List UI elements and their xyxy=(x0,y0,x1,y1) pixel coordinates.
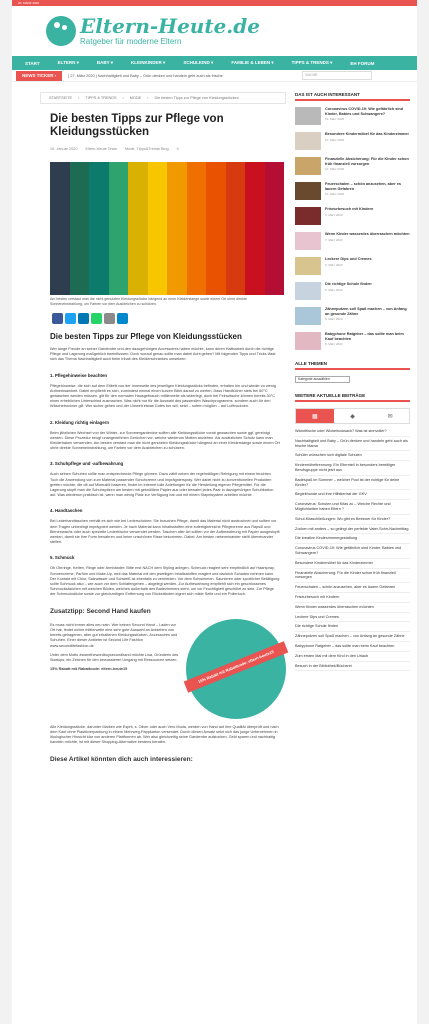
post-thumbnail[interactable] xyxy=(295,332,321,350)
recent-post-link[interactable]: Zähneputzen soll Spaß machen – von Anfang an gesunde Zähne xyxy=(295,632,410,642)
post-date: 10. März 2020 xyxy=(325,167,345,171)
post-thumbnail[interactable] xyxy=(295,232,321,250)
breadcrumb-item[interactable]: STARTSEITE xyxy=(49,96,73,100)
intro-text: Wer lange Freude an seiner Garderobe und den dazugehörigen Accessoires haben möchte, kann deren Haltbarkeit durch die richtige Pflege und Lagerung maßgeblich beeinflussen. Doch worauf genau sollte man dabei Acht geben? Mit folgenden Tipps und Tricks lässt sich das Thema Nachhaltigkeit auch beim Inhalt des Kleiderschrankes umsetzen: xyxy=(50,347,276,362)
share-icon[interactable] xyxy=(52,313,63,324)
breadcrumb-item: › xyxy=(78,96,80,100)
hero-image-clothes xyxy=(50,162,284,295)
logo-subtitle: Ratgeber für moderne Eltern xyxy=(80,37,182,46)
post-thumbnail[interactable] xyxy=(295,257,321,275)
hero-fabric-stripe xyxy=(70,162,90,295)
article-meta xyxy=(40,147,286,151)
post-title[interactable]: Zähneputzen soll Spaß machen – von Anfang an gesunde Zähne xyxy=(325,307,407,316)
post-title[interactable]: Die richtige Schule finden xyxy=(325,282,372,286)
breadcrumb-item[interactable]: TIPPS & TRENDS xyxy=(85,96,117,100)
sidebar xyxy=(295,92,410,671)
breadcrumb xyxy=(40,92,286,104)
section-text-5: Ob Ohrringe, Ketten, Ringe oder Armbänder: Bitte erst NACH dem Styling anlegen. Schmuck reagiert sehr empfindlich auf Haarspray, Sonnencreme, Parfüm und Make-Up, weil das Material mit den jeweiligen Inhaltsstoffen reagiert und dadurch Schaden nehmen kann. Der Kontakt mit Chlor, Salzwasser und Schweiß ist ebenfalls zu vermeiden. Vor dem Schwimmen, Saunieren oder sportlicher Betätigung sollte Schmuck also – wie auch vor dem Schlafengehen – abgelegt werden. Zur Aufbewahrung empfiehlt sich ein geschlossenes Schmuckkästchen mit weichen Böden, welches außerhalb des Badezimmers steht, um vor Feuchtigkeit geschützt zu sein. Zur Pflege der Schmuckstücke sowie zur gleichzeitigen Entfernung von Rückständen eignet sich milde Seife und ein Poliertuch. xyxy=(50,566,280,597)
main-content xyxy=(40,92,286,763)
recent-post-link[interactable]: Friseurbesuch mit Kindern xyxy=(295,593,410,603)
promo-text-1: Es muss nicht immer alles neu sein. Wer keinen Second Hand – Laden vor Ort hat, findet online mittlerweile eine sehr gute Auswahl an Anbietern von bereits getragenen, aber gut erhaltenen Kleidungsstücken, Accessoires und Schuhen. Einer dieser Anbieter ist Second Life Fashion www.secondlifefashion.de xyxy=(50,622,178,648)
nav-item[interactable]: KLEINKINDER ▾ xyxy=(131,60,166,65)
section-heading-1: 1. Pflegehinweise beachten xyxy=(50,372,108,378)
latest-title: DAS IST AUCH INTERESSANT xyxy=(295,92,410,101)
meta-comments[interactable]: 0 xyxy=(176,147,179,151)
hero-fabric-stripe xyxy=(187,162,207,295)
ticker-text[interactable]: [ 27. März 2020 ] Nachhaltigkeit und Baby – Grün denken und handeln geht auch als frische xyxy=(68,73,223,78)
search-input[interactable]: SUCHE xyxy=(302,71,372,80)
promo-text-2: Unter dem Motto #sweethewordbuysecondhand möchte Lisa, Gründerin des Startups, ein Zeichen für den bewussteren Umgang mit Ressourcen setzen. xyxy=(50,652,179,662)
post-date: 8. März 2020 xyxy=(325,342,343,346)
comment-icon[interactable]: ✉ xyxy=(387,413,393,420)
meta-author[interactable]: Eltern-Heute Team xyxy=(85,147,118,151)
breadcrumb-item: › xyxy=(122,96,124,100)
share-icon[interactable] xyxy=(117,313,128,324)
recent-post-link[interactable]: Die kreative Kinderzimmergestaltung xyxy=(295,534,410,544)
post-date: 5. März 2020 xyxy=(325,317,343,321)
post-thumbnail[interactable] xyxy=(295,282,321,300)
post-thumbnail[interactable] xyxy=(295,182,321,200)
recent-post-link[interactable]: Zocken mit anders – so gelingt der perfekte Vater-Sohn-Nachmittag xyxy=(295,525,410,535)
category-select[interactable]: Kategorie auswählen xyxy=(295,376,350,383)
section-heading-3: 3. Schuhpflege und -aufbewahrung xyxy=(50,461,124,467)
site-logo[interactable] xyxy=(46,16,260,46)
post-thumbnail[interactable] xyxy=(295,207,321,225)
hero-fabric-stripe xyxy=(265,162,285,295)
nav-item[interactable]: FAMILIE & LEBEN ▾ xyxy=(231,60,274,65)
share-buttons xyxy=(52,313,286,324)
section-heading-4: 4. Handtaschen xyxy=(50,508,83,514)
latest-post-item[interactable] xyxy=(295,307,410,326)
post-date: 5. März 2020 xyxy=(325,287,343,292)
share-icon[interactable] xyxy=(91,313,102,324)
logo-title: Eltern-Heute.de xyxy=(80,14,260,38)
article-title: Die besten Tipps zur Pflege von Kleidungsstücken xyxy=(50,113,224,138)
post-title[interactable]: Wenn Kinder wasserdes überraschen möchten xyxy=(325,232,410,236)
promo-block xyxy=(40,619,286,719)
section-text-1: Pflegehinweise, die sich auf dem Etikett von der Innenseite des jeweiligen Kleidungsstücks befinden, erhalten hin und wieder zu wenig Aufmerksamkeit. Dabei empfiehlt es sich, zumindest einmal einen kurzen Blick darauf zu werfen. Dass Handtücher stets bei 60°C gewaschen werden müssen, gilt für den normalen Hausgebrauch mittlerweile als widerlegt, doch bei Feinwäsche können bereits 30°C einen erheblichen Unterschied ausmachen. Was nicht nur für die Auswahl des passenden Waschprogramms, sondern auch für den Wäschetrockner gilt. Wer sicher gehen und der Umwelt etwas Gutes tun will, setzt – sofern möglich – auf Lufttrocknen. xyxy=(50,383,276,409)
more-title: WEITERE AKTUELLE BEITRÄGE xyxy=(295,393,410,402)
promo-code: 15% Rabatt mit Rabattcode: eltern-heute15 xyxy=(50,667,128,672)
post-title[interactable]: Coronavirus COVID-19: Wie gefährlich sind Kinder, Babies und Schwangere? xyxy=(325,107,404,116)
post-date: 10. März 2020 xyxy=(325,117,345,121)
recent-post-link[interactable]: Kindermöbeltrennung: Ein Elternteil in besonders bereitliger Berufsgruppe nicht jetzt aus xyxy=(295,461,410,476)
latest-post-item[interactable] xyxy=(295,107,410,126)
section-heading-2: 2. Kleidung richtig einlagern xyxy=(50,419,110,425)
page xyxy=(12,0,417,1024)
recent-post-link[interactable]: Besuch in der Bibliothek/Bücherei xyxy=(295,662,410,672)
post-thumbnail[interactable] xyxy=(295,132,321,150)
post-date: 7. März 2020 xyxy=(325,237,343,242)
related-heading: Diese Artikel könnten dich auch interessieren: xyxy=(50,755,193,763)
recent-post-link[interactable]: Zum ersten Mal mit dem Kind in den Urlaub xyxy=(295,652,410,662)
nav-item[interactable]: SCHULKIND ▾ xyxy=(183,60,214,65)
section-text-2: Beim jährlichen Wechsel von der Winter- zur Sommergarderobe sollten alle Kleidungsstücke vorab gewaschen sowie ggf. gereinigt werden. Diese Prozedur beugt unangenehmen Gerüchen vor, welche wiederum Motten anziehen. Als zusätzlichen Schutz kann man Kleiderhaken verwenden. Am besten verstaut man die nicht genutzten Kleidungsstücke hängend an einer Kleiderstange sowie einem Ort ohne direkte Sonneneinstrahlung, um Farben vor dem Ausbleichen zu schützen. xyxy=(50,430,280,451)
discount-badge[interactable] xyxy=(186,619,286,719)
hero-fabric-stripe xyxy=(50,162,70,295)
recent-post-link[interactable]: Babyphone Ratgeber – das sollte man beim Kauf beachten xyxy=(295,642,410,652)
hero-fabric-stripe xyxy=(148,162,168,295)
post-date: 6. März 2020 xyxy=(325,212,343,217)
post-thumbnail[interactable] xyxy=(295,307,321,325)
recent-post-link[interactable]: Feuerschalen – schön anzusehen, aber es lauern Gefahren xyxy=(295,583,410,593)
nav-item[interactable]: BABY ▾ xyxy=(96,60,114,65)
nav-item[interactable]: START xyxy=(25,60,40,66)
post-thumbnail[interactable] xyxy=(295,157,321,175)
recent-post-link[interactable]: Badespaß im Sommer – welcher Pool ist der richtige für deine Kinder? xyxy=(295,476,410,491)
post-date: 10. März 2020 xyxy=(325,137,345,142)
section-heading-5: 5. Schmuck xyxy=(50,555,75,561)
hero-fabric-stripe xyxy=(89,162,109,295)
hero-fabric-stripe xyxy=(245,162,265,295)
meta-date: 10. Januar 2020 xyxy=(50,147,78,151)
discount-band: 15% Rabatt mit Rabattcode: eltern-heute15 xyxy=(184,641,289,693)
latest-post-item[interactable] xyxy=(295,182,410,201)
latest-post-item[interactable] xyxy=(295,157,410,176)
share-icon[interactable] xyxy=(104,313,115,324)
post-date: 6. März 2020 xyxy=(325,262,343,267)
nav-item[interactable]: TIPPS & TRENDS ▾ xyxy=(291,60,333,65)
share-icon[interactable] xyxy=(65,313,76,324)
outro-text: Alle Kleidungsstücke, darunter Marken wie Esprit, s. Oliver oder auch Vero Moda, werden von Hand auf ihre Qualität überprüft und nach dem Kauf ohne Plastikverpackung in einem Mehrweg-Pappkarton versendet. Durch diesen Ansatz setzt sich das junge Unternehmen in ökologischer Hinsicht klar von anderen Plattformen ab. Wer also gleichzeitig seine Garderobe aufstocken, Geld sparen und nachhaltig handeln möchte, ist mit dieser Shopping-Alternative bestens beraten. xyxy=(50,724,279,745)
sidebar-tabs xyxy=(295,408,410,424)
post-title[interactable]: Besondere Kindermöbel für das Kinderzimmer xyxy=(325,132,409,136)
image-caption: Am besten verstaut man die nicht genutzten Kleidungsstücke hängend an einer Kleiderstange sowie einem Ort ohne direkte Sonneneinstrahlung, um Farben vor dem Ausbleichen zu schützen. xyxy=(50,297,247,306)
recent-post-link[interactable]: Begleithunde und ihre Hilfstiertrat der GKV xyxy=(295,490,410,500)
recent-post-link[interactable]: Schüler wünschen sich digitale Schulen xyxy=(295,451,410,461)
tag-icon[interactable]: ◆ xyxy=(350,413,355,420)
article-heading: Die besten Tipps zur Pflege von Kleidungsstücken xyxy=(50,332,242,341)
top-date: 20. MÄRZ 2020 xyxy=(18,1,40,5)
post-title[interactable]: Leckere Dips und Cremes xyxy=(325,257,372,261)
ticker-label: NEWS TICKER › xyxy=(16,71,62,81)
latest-post-item[interactable] xyxy=(295,207,410,226)
recent-post-link[interactable]: Leckere Dips und Cremes xyxy=(295,613,410,623)
meta-category[interactable]: Mode, Tipps&Trends Blog xyxy=(125,147,169,151)
post-title[interactable]: Feuerschalen – schön anzusehen, aber es lauern Gefahren xyxy=(325,182,401,191)
hero-fabric-stripe xyxy=(109,162,129,295)
post-thumbnail[interactable] xyxy=(295,107,321,125)
hero-fabric-stripe xyxy=(206,162,226,295)
breadcrumb-item[interactable]: MODE xyxy=(129,96,142,100)
recent-post-link[interactable]: Coronavirus COVID-19: Wie gefährlich sind Kinder, Babies und Schwangere? xyxy=(295,544,410,559)
section-text-4: Bei Lederhandtaschen verhält es sich wie bei Lederschuhen: Sie brauchen Pflege, damit das Material nicht austrocknet und sollten vor dem Tragen unbedingt imprägniert werden. Je nach Material kann Inhaltsstoffen eine sufertigbereiche Pflegecreme aus Rapsöl und Bienenwachs oder auch spezielle Lederfrische verwendet werden. Taschen aller Art sollten vor der Aufbewahrung mit Papier ausgestopft werden, damit sie ihre Form bewahren und keine unschönen Risse bekommen. Dabei: Am besten nebeneinander stellt übereinander stellen. xyxy=(50,519,280,545)
share-icon[interactable] xyxy=(78,313,89,324)
recent-post-link[interactable]: Nachhaltigkeit und Baby – Grün denken und handeln geht auch als frische Mama xyxy=(295,437,410,452)
hero-fabric-stripe xyxy=(128,162,148,295)
post-title[interactable]: Friseurbesuch mit Kindern xyxy=(325,207,374,211)
post-title[interactable]: Finanzielle Absicherung: Für die Kinder schon früh finanziell vorsorgen xyxy=(325,157,409,166)
recent-post-link[interactable]: Besondere Kindermöbel für das Kinderzimmer xyxy=(295,559,410,569)
grid-icon[interactable]: ▦ xyxy=(296,409,334,423)
breadcrumb-item[interactable]: Die besten Tipps zur Pflege von Kleidungsstücken xyxy=(154,96,239,100)
latest-post-item[interactable] xyxy=(295,132,410,151)
breadcrumb-item: › xyxy=(147,96,149,100)
main-nav xyxy=(12,56,417,70)
nav-item[interactable]: ELTERN ▾ xyxy=(57,60,79,65)
section-text-3: Auch seinen Schuhen sollte man entsprechende Pflege gönnen. Dazu zählt neben der regelmäßigen Reinigung mit einem feuchten Tuch die Anwendung von zum Material passender Schuhcreme und Imprägnierspray. Wer dabei nicht zu konventionellen Produkten greifen möchte, die oft auf Mineralöl basieren, findet im Internet tolle Anleitungen für die Herstellung eigener Pflegemittel. Für die Lagerung stopft man die Schuhspitzen am besten mit geknülltem Papier aus oder bewahrt jedes Paar in dazugehörigen Schuhkarton auf. Was wiederum praktisch ist, wenn man wenig Platz zur Verfügung hat und mit einem Stapelsystem arbeiten möchte. xyxy=(50,472,274,498)
promo-heading: Zusatztipp: Second Hand kaufen xyxy=(50,607,151,615)
nav-item[interactable]: EH FORUM xyxy=(350,60,375,66)
latest-post-item[interactable] xyxy=(295,257,410,276)
recent-post-link[interactable]: Schul-Kitaschließungen: Wo gibt es Betreuer für Kinder? xyxy=(295,515,410,525)
recent-post-link[interactable]: Finanzielle Absicherung: Für die Kinder schon früh finanziell vorsorgen xyxy=(295,569,410,584)
family-logo-icon xyxy=(46,16,76,46)
news-ticker xyxy=(12,70,417,82)
recent-post-link[interactable]: Coronavirus: Schulen und Kitas zu – Welche Rechte und Möglichkeiten haben Eltern ? xyxy=(295,500,410,515)
themes-title: ALLE THEMEN xyxy=(295,361,410,370)
latest-post-item[interactable] xyxy=(295,332,410,351)
recent-post-link[interactable]: Wenn Kinder wasserdes überraschen möchten xyxy=(295,603,410,613)
recent-post-link[interactable]: Wickeltische oder Wickelrucksack? Was ist sinnvoller? xyxy=(295,427,410,437)
latest-post-item[interactable] xyxy=(295,232,410,251)
recent-post-link[interactable]: Die richtige Schule finden xyxy=(295,622,410,632)
post-title[interactable]: Babyphone Ratgeber – das sollte man beim Kauf beachten xyxy=(325,332,404,341)
header xyxy=(12,6,417,56)
hero-fabric-stripe xyxy=(167,162,187,295)
post-date: 10. März 2020 xyxy=(325,192,345,196)
hero-fabric-stripe xyxy=(226,162,246,295)
latest-post-item[interactable] xyxy=(295,282,410,301)
